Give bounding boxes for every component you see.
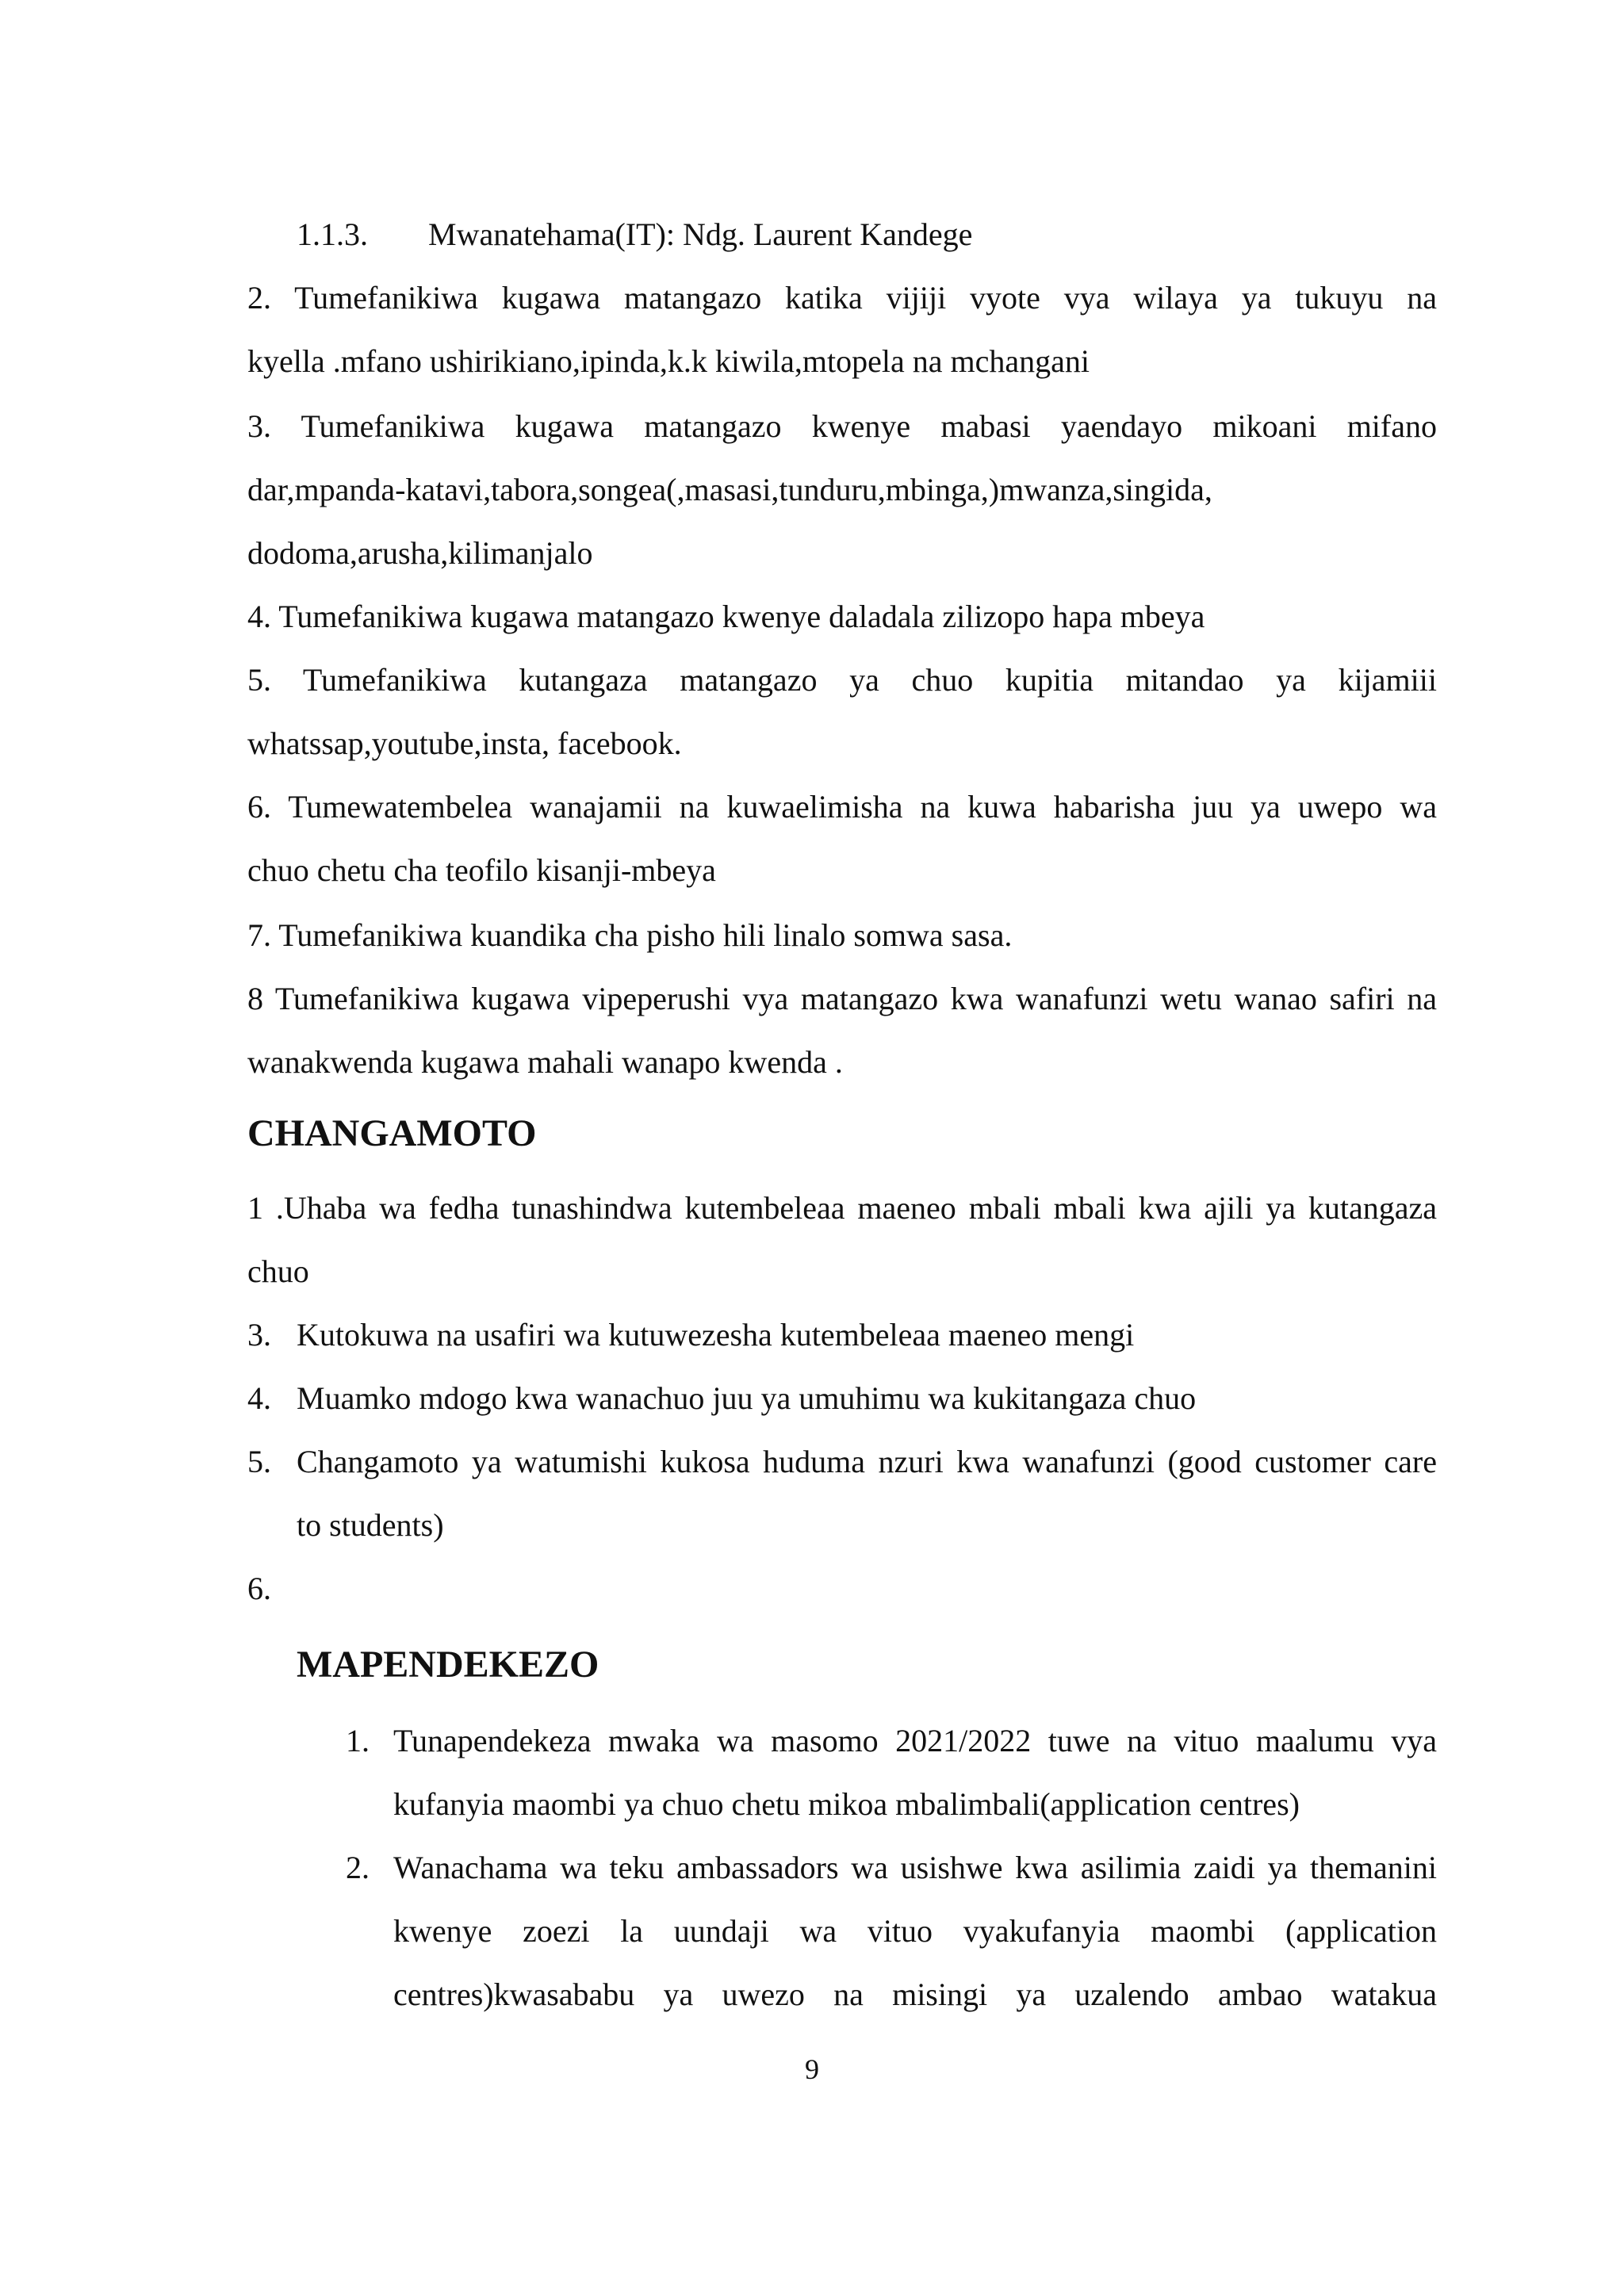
challenge-line: Kutokuwa na usafiri wa kutuwezesha kutembeleaa maeneo mengi: [297, 1317, 1135, 1353]
challenge-line: 1 .Uhaba wa fedha tunashindwa kutembeleaa maeneo mbali mbali kwa ajili ya kutangaza: [247, 1190, 1437, 1226]
item-number: 1.1.3.: [297, 216, 368, 252]
recommendation-line: Tunapendekeza mwaka wa masomo 2021/2022 tuwe na vituo maalumu vya: [393, 1723, 1437, 1758]
achievement-line: kyella .mfano ushirikiano,ipinda,k.k kiwila,mtopela na mchangani: [247, 343, 1090, 379]
challenge-number: 6.: [247, 1571, 271, 1606]
recommendation-line: kufanyia maombi ya chuo chetu mikoa mbalimbali(application centres): [393, 1786, 1300, 1822]
section-heading-changamoto: CHANGAMOTO: [247, 1112, 537, 1154]
challenge-line: to students): [297, 1507, 444, 1543]
achievement-line: whatssap,youtube,insta, facebook.: [247, 725, 682, 761]
achievement-line: 6. Tumewatembelea wanajamii na kuwaelimisha na kuwa habarisha juu ya uwepo wa: [247, 789, 1437, 825]
page-number: 9: [805, 2053, 819, 2085]
challenge-number: 3.: [247, 1317, 271, 1353]
challenge-line: Changamoto ya watumishi kukosa huduma nzuri kwa wanafunzi (good customer care: [297, 1444, 1437, 1479]
recommendation-line: Wanachama wa teku ambassadors wa usishwe kwa asilimia zaidi ya themanini: [393, 1850, 1437, 1885]
challenge-line: Muamko mdogo kwa wanachuo juu ya umuhimu wa kukitangaza chuo: [297, 1380, 1197, 1416]
recommendation-number: 2.: [346, 1850, 370, 1885]
challenge-number: 4.: [247, 1380, 271, 1416]
achievement-line: dodoma,arusha,kilimanjalo: [247, 535, 593, 571]
achievement-line: 7. Tumefanikiwa kuandika cha pisho hili linalo somwa sasa.: [247, 917, 1013, 953]
item-text: Mwanatehama(IT): Ndg. Laurent Kandege: [428, 216, 973, 252]
achievement-line: wanakwenda kugawa mahali wanapo kwenda .: [247, 1044, 843, 1080]
achievement-line: 5. Tumefanikiwa kutangaza matangazo ya chuo kupitia mitandao ya kijamiii: [247, 662, 1437, 698]
achievement-line: 8 Tumefanikiwa kugawa vipeperushi vya matangazo kwa wanafunzi wetu wanao safiri na: [247, 981, 1437, 1016]
achievement-line: chuo chetu cha teofilo kisanji-mbeya: [247, 852, 716, 888]
recommendation-line: kwenye zoezi la uundaji wa vituo vyakufanyia maombi (application: [393, 1913, 1437, 1949]
challenge-number: 5.: [247, 1444, 271, 1479]
achievement-line: 3. Tumefanikiwa kugawa matangazo kwenye mabasi yaendayo mikoani mifano: [247, 408, 1437, 444]
achievement-line: dar,mpanda-katavi,tabora,songea(,masasi,tunduru,mbinga,)mwanza,singida,: [247, 472, 1212, 507]
achievement-line: 4. Tumefanikiwa kugawa matangazo kwenye daladala zilizopo hapa mbeya: [247, 599, 1205, 634]
recommendation-number: 1.: [346, 1723, 370, 1758]
achievement-line: 2. Tumefanikiwa kugawa matangazo katika vijiji vyote vya wilaya ya tukuyu na: [247, 280, 1437, 316]
recommendation-line: centres)kwasababu ya uwezo na misingi ya uzalendo ambao watakua: [393, 1976, 1437, 2012]
section-heading-mapendekezo: MAPENDEKEZO: [297, 1644, 599, 1686]
challenge-line: chuo: [247, 1253, 309, 1289]
